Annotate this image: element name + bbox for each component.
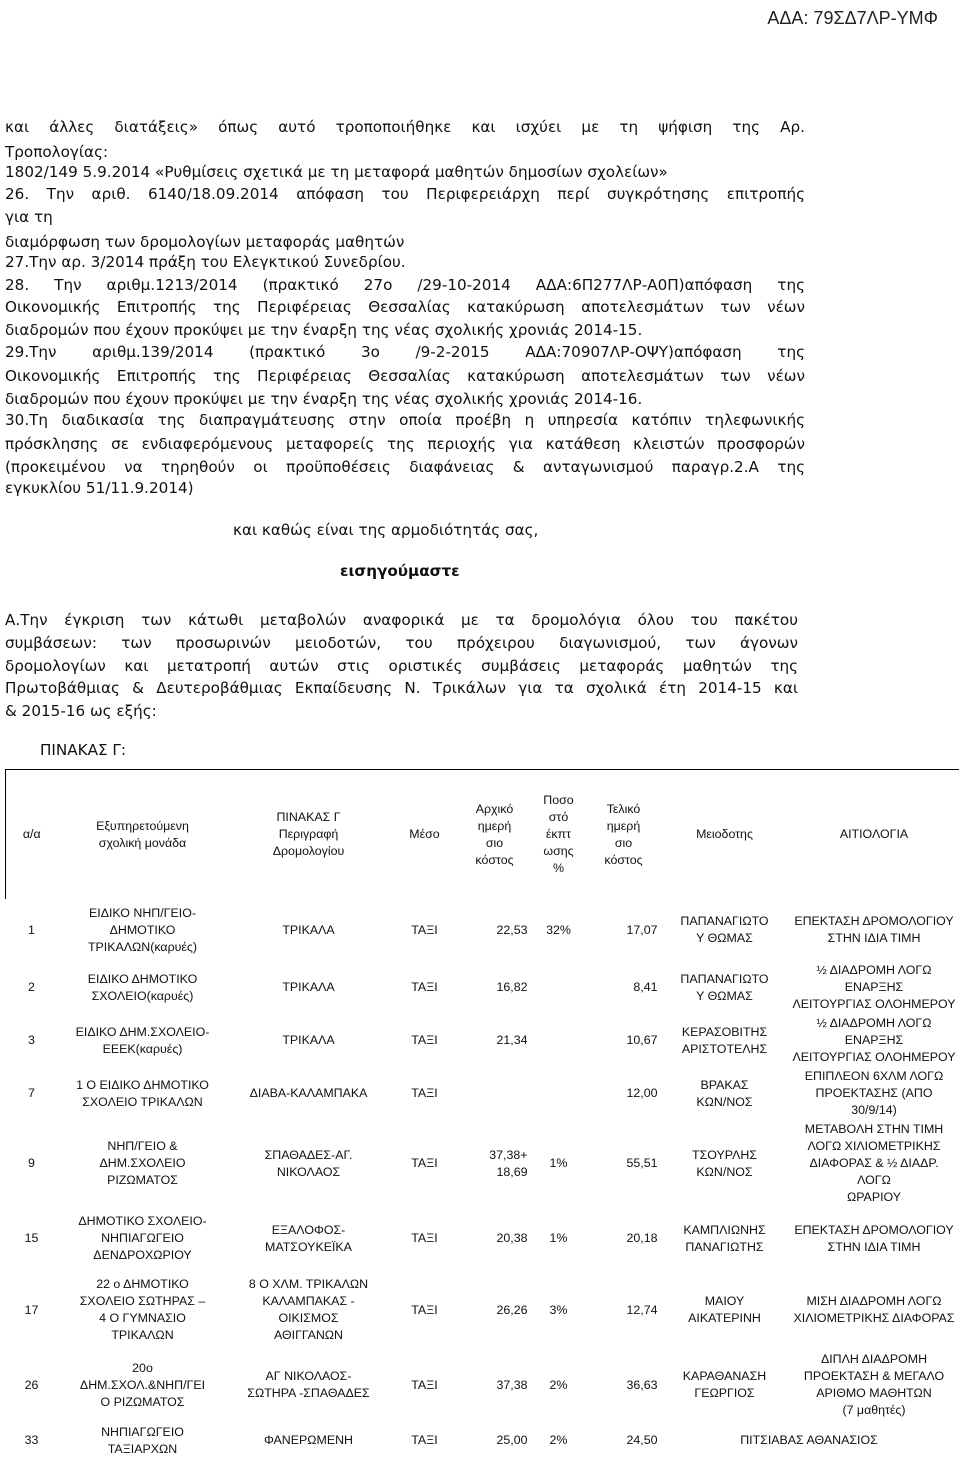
cell-discount: 32%	[546, 922, 571, 937]
table-row	[6, 1120, 959, 1207]
cell-discount: 3%	[549, 1302, 568, 1317]
cell-final-cost: 8,41	[633, 980, 658, 994]
cell-final-cost: 12,74	[626, 1302, 658, 1317]
cell-initial-cost: 22,53	[496, 922, 528, 937]
paragraph-line: για τη	[5, 208, 53, 226]
cell-discount: 2%	[549, 1377, 568, 1392]
paragraph-line: 29.Την αριθμ.139/2014 (πρακτικό 3ο /9-2-2015 ΑΔΑ:70907ΛΡ-ΟΨΥ)απόφαση της	[5, 343, 805, 361]
cell-discount: 1%	[549, 1156, 568, 1170]
paragraph-line: εγκυκλίου 51/11.9.2014)	[5, 479, 194, 497]
cell-initial-cost: 21,34	[496, 1033, 528, 1047]
cell-route: ΔΙΑΒΑ-ΚΑΛΑΜΠΑΚΑ	[249, 1086, 368, 1100]
table-row	[6, 1207, 959, 1270]
cell-bidder: ΠΑΠΑΝΑΓΙΩΤΟ Υ ΘΩΜΑΣ	[680, 971, 769, 1003]
header-initial-cost: Αρχικό ημερή σιο κόστος	[460, 770, 530, 900]
paragraph-line: και άλλες διατάξεις» όπως αυτό τροποποιήθηκε και ισχύει με τη ψήφιση της Αρ.	[5, 118, 805, 136]
table-header-row	[6, 770, 959, 900]
cell-bidder: ΚΑΡΑΘΑΝΑΣΗ ΓΕΩΡΓΙΟΣ	[682, 1369, 767, 1400]
competence-phrase: και καθώς είναι της αρμοδιότητάς σας,	[233, 521, 539, 539]
table-row	[6, 899, 959, 961]
table-row	[6, 1350, 959, 1420]
paragraph-line: 28. Την αριθμ.1213/2014 (πρακτικό 27ο /29-10-2014 ΑΔΑ:6Π277ΛΡ-Α0Π)απόφαση της	[5, 276, 805, 294]
paragraph-line: διαδρομών που έχουν προκύψει με την έναρξη της νέας σχολικής χρονιάς 2014-15.	[5, 321, 643, 339]
paragraph-line: Τροπολογίας:	[5, 143, 109, 161]
header-bidder: Μειοδοτης	[660, 770, 790, 900]
paragraph-line: 1802/149 5.9.2014 «Ρυθμίσεις σχετικά με τη μεταφορά μαθητών δημοσίων σχολείων»	[5, 163, 668, 181]
cell-reason: ½ ΔΙΑΔΡΟΜΗ ΛΟΓΩ ΕΝΑΡΞΗΣ ΛΕΙΤΟΥΡΓΙΑΣ ΟΛΟΗΜΕΡΟΥ	[792, 963, 956, 1011]
cell-route: ΤΡΙΚΑΛΑ	[282, 1033, 335, 1047]
paragraph-line: 30.Τη διαδικασία της διαπραγμάτευσης στην οποία προέβη η υπηρεσία κατόπιν τηλεφωνικής	[5, 411, 805, 429]
approval-line: Α.Την έγκριση των κάτωθι μεταβολών αναφορικά με τα δρομολόγια όλου του πακέτου	[5, 611, 798, 629]
cell-aa: 3	[28, 1033, 35, 1047]
cell-reason: ΜΕΤΑΒΟΛΗ ΣΤΗΝ ΤΙΜΗ ΛΟΓΩ ΧΙΛΙΟΜΕΤΡΙΚΗΣ ΔΙΑΦΟΡΑΣ & ½ ΔΙΑΔΡ. ΛΟΓΩ ΩΡΑΡΙΟΥ	[804, 1122, 944, 1204]
header-reason: ΑΙΤΙΟΛΟΓΙΑ	[790, 770, 959, 900]
table-row	[6, 1270, 959, 1350]
cell-reason: ΜΙΣΗ ΔΙΑΔΡΟΜΗ ΛΟΓΩ ΧΙΛΙΟΜΕΤΡΙΚΗΣ ΔΙΑΦΟΡΑΣ	[793, 1294, 955, 1325]
paragraph-line: (προκειμένου να τηρηθούν οι προϋποθέσεις διαφάνειας & ανταγωνισμού παραγρ.2.Α της	[5, 458, 805, 476]
cell-initial-cost: 25,00	[496, 1433, 528, 1447]
paragraph-line: 27.Την αρ. 3/2014 πράξη του Ελεγκτικού Συνεδρίου.	[5, 253, 406, 271]
approval-line: δρομολογίων και μετατροπή αυτών στις οριστικές συμβάσεις μεταφοράς μαθητών της	[5, 657, 798, 675]
cell-route: ΦΑΝΕΡΩΜΕΝΗ	[263, 1433, 353, 1447]
routes-table	[5, 769, 959, 1461]
cell-final-cost: 20,18	[626, 1231, 658, 1245]
cell-aa: 7	[28, 1086, 35, 1100]
cell-school: ΕΙΔΙΚΟ ΝΗΠ/ΓΕΙΟ- ΔΗΜΟΤΙΚΟ ΤΡΙΚΑΛΩΝ(καρυές)	[87, 905, 198, 954]
cell-initial-cost: 26,26	[496, 1302, 528, 1317]
cell-bidder: ΚΑΜΠΛΙΩΝΗΣ ΠΑΝΑΓΙΩΤΗΣ	[683, 1222, 766, 1254]
cell-initial-cost: 37,38+ 18,69	[489, 1147, 528, 1179]
table-row	[6, 1067, 959, 1120]
cell-discount	[530, 1014, 588, 1067]
approval-line: & 2015-16 ως εξής:	[5, 702, 157, 720]
cell-school: ΕΙΔΙΚΟ ΔΗΜΟΤΙΚΟ ΣΧΟΛΕΙΟ(καρυές)	[87, 971, 198, 1003]
ada-code: ΑΔΑ: 79ΣΔ7ΛΡ-ΥΜΦ	[767, 8, 938, 28]
cell-bidder: ΚΕΡΑΣΟΒΙΤΗΣ ΑΡΙΣΤΟΤΕΛΗΣ	[681, 1024, 768, 1056]
paragraph-line: διαδρομών που έχουν προκύψει με την έναρξη της νέας σχολικής χρονιάς 2014-16.	[5, 390, 643, 408]
cell-aa: 26	[24, 1377, 39, 1392]
header-aa: α/α	[6, 770, 58, 900]
table-row	[6, 1014, 959, 1067]
cell-bidder: ΠΙΤΣΙΑΒΑΣ ΑΘΑΝΑΣΙΟΣ	[740, 1433, 878, 1447]
cell-discount	[530, 961, 588, 1014]
paragraph-line: Οικονομικής Επιτροπής της Περιφέρειας Θεσσαλίας κατακύρωση αποτελεσμάτων των νέων	[5, 367, 805, 385]
paragraph-line: Οικονομικής Επιτροπής της Περιφέρειας Θεσσαλίας κατακύρωση αποτελεσμάτων των νέων	[5, 298, 805, 316]
cell-vehicle: ΤΑΞΙ	[411, 922, 438, 937]
cell-initial-cost: 20,38	[496, 1231, 528, 1245]
cell-vehicle: ΤΑΞΙ	[411, 1086, 438, 1100]
cell-discount	[530, 1067, 588, 1120]
table-title: ΠΙΝΑΚΑΣ Γ:	[40, 741, 127, 759]
cell-reason: ΕΠΕΚΤΑΣΗ ΔΡΟΜΟΛΟΓΙΟΥ ΣΤΗΝ ΙΔΙΑ ΤΙΜΗ	[794, 1222, 954, 1254]
table-row	[6, 961, 959, 1014]
cell-reason: ΔΙΠΛΗ ΔΙΑΔΡΟΜΗ ΠΡΟΕΚΤΑΣΗ & ΜΕΓΑΛΟ ΑΡΙΘΜΟ ΜΑΘΗΤΩΝ (7 μαθητές)	[803, 1352, 945, 1417]
header-school: Εξυπηρετούμενη σχολική μονάδα	[58, 770, 228, 900]
cell-vehicle: ΤΑΞΙ	[411, 1433, 438, 1447]
header-vehicle: Μέσο	[390, 770, 460, 900]
cell-school: ΔΗΜΟΤΙΚΟ ΣΧΟΛΕΙΟ- ΝΗΠΙΑΓΩΓΕΙΟ ΔΕΝΔΡΟΧΩΡΙΟΥ	[78, 1214, 207, 1262]
cell-bidder: ΤΣΟΥΡΛΗΣ ΚΩΝ/ΝΟΣ	[692, 1147, 757, 1179]
cell-final-cost: 10,67	[626, 1033, 658, 1047]
cell-route: ΤΡΙΚΑΛΑ	[282, 980, 335, 994]
cell-vehicle: ΤΑΞΙ	[411, 980, 438, 994]
paragraph-line: 26. Την αριθ. 6140/18.09.2014 απόφαση του Περιφερειάρχη περί συγκρότησης επιτροπής	[5, 185, 805, 203]
cell-vehicle: ΤΑΞΙ	[411, 1156, 438, 1170]
cell-aa: 2	[28, 980, 35, 994]
cell-final-cost: 55,51	[626, 1156, 658, 1170]
cell-vehicle: ΤΑΞΙ	[411, 1033, 438, 1047]
cell-aa: 1	[28, 922, 35, 937]
cell-reason: ½ ΔΙΑΔΡΟΜΗ ΛΟΓΩ ΕΝΑΡΞΗΣ ΛΕΙΤΟΥΡΓΙΑΣ ΟΛΟΗΜΕΡΟΥ	[792, 1016, 956, 1064]
cell-final-cost: 36,63	[626, 1377, 658, 1392]
cell-aa: 15	[24, 1231, 39, 1245]
cell-route: ΤΡΙΚΑΛΑ	[282, 922, 335, 937]
cell-initial-cost: 37,38	[496, 1377, 528, 1392]
approval-line: Πρωτοβάθμιας & Δευτεροβάθμιας Εκπαίδευσης Ν. Τρικάλων για τα σχολικά έτη 2014-15 και	[5, 679, 798, 697]
paragraph-line: διαμόρφωση των δρομολογίων μεταφοράς μαθητών	[5, 233, 405, 251]
cell-vehicle: ΤΑΞΙ	[411, 1302, 438, 1317]
cell-school: ΝΗΠΙΑΓΩΓΕΙΟ ΤΑΞΙΑΡΧΩΝ	[101, 1424, 184, 1456]
cell-route: ΕΞΑΛΟΦΟΣ- ΜΑΤΣΟΥΚΕΪΚΑ	[265, 1222, 352, 1254]
header-route: ΠΙΝΑΚΑΣ Γ Περιγραφή Δρομολογίου	[228, 770, 390, 900]
header-final-cost: Τελικό ημερή σιο κόστος	[588, 770, 660, 900]
cell-school: ΝΗΠ/ΓΕΙΟ & ΔΗΜ.ΣΧΟΛΕΙΟ ΡΙΖΩΜΑΤΟΣ	[99, 1139, 186, 1187]
cell-school: 1 Ο ΕΙΔΙΚΟ ΔΗΜΟΤΙΚΟ ΣΧΟΛΕΙΟ ΤΡΙΚΑΛΩΝ	[76, 1077, 209, 1109]
approval-line: συμβάσεων: των προσωρινών μειοδοτών, του πρόχειρου διαγωνισμού, των άγονων	[5, 634, 798, 652]
cell-final-cost: 17,07	[626, 922, 658, 937]
cell-reason: ΕΠΙΠΛΕΟΝ 6ΧΛΜ ΛΟΓΩ ΠΡΟΕΚΤΑΣΗΣ (ΑΠΟ 30/9/14)	[804, 1069, 944, 1117]
cell-aa: 17	[24, 1302, 39, 1317]
cell-bidder: ΜΑΙΟΥ ΑΙΚΑΤΕΡΙΝΗ	[688, 1294, 761, 1325]
cell-route: 8 Ο ΧΛΜ. ΤΡΙΚΑΛΩΝ ΚΑΛΑΜΠΑΚΑΣ - ΟΙΚΙΣΜΟΣ ΑΘΙΓΓΑΝΩΝ	[248, 1277, 369, 1342]
cell-bidder: ΒΡΑΚΑΣ ΚΩΝ/ΝΟΣ	[696, 1077, 753, 1109]
cell-discount: 1%	[549, 1231, 568, 1245]
proposal-heading: εισηγούμαστε	[340, 562, 460, 580]
cell-reason: ΕΠΕΚΤΑΣΗ ΔΡΟΜΟΛΟΓΙΟΥ ΣΤΗΝ ΙΔΙΑ ΤΙΜΗ	[794, 914, 954, 945]
cell-school: ΕΙΔΙΚΟ ΔΗΜ.ΣΧΟΛΕΙΟ- ΕΕΕΚ(καρυές)	[75, 1024, 210, 1056]
cell-bidder: ΠΑΠΑΝΑΓΙΩΤΟ Υ ΘΩΜΑΣ	[680, 914, 769, 945]
cell-school: 20ο ΔΗΜ.ΣΧΟΛ.&ΝΗΠ/ΓΕΙ Ο ΡΙΖΩΜΑΤΟΣ	[79, 1360, 206, 1409]
cell-initial-cost: 16,82	[496, 980, 528, 994]
cell-final-cost: 24,50	[626, 1433, 658, 1447]
cell-initial-cost	[460, 1067, 530, 1120]
header-discount: Ποσο στό έκπτ ωσης %	[530, 770, 588, 900]
cell-aa: 33	[24, 1433, 39, 1447]
paragraph-line: πρόσκλησης σε ενδιαφερόμενους μεταφορείς της περιοχής για κατάθεση κλειστών προσφορών	[5, 435, 805, 453]
cell-route: ΑΓ ΝΙΚΟΛΑΟΣ- ΣΩΤΗΡΑ -ΣΠΑΘΑΔΕΣ	[247, 1369, 370, 1400]
cell-vehicle: ΤΑΞΙ	[411, 1231, 438, 1245]
cell-vehicle: ΤΑΞΙ	[411, 1377, 438, 1392]
cell-final-cost: 12,00	[626, 1086, 658, 1100]
cell-discount: 2%	[549, 1433, 568, 1447]
cell-school: 22 ο ΔΗΜΟΤΙΚΟ ΣΧΟΛΕΙΟ ΣΩΤΗΡΑΣ – 4 Ο ΓΥΜΝΑΣΙΟ ΤΡΙΚΑΛΩΝ	[79, 1277, 206, 1342]
cell-route: ΣΠΑΘΑΔΕΣ-ΑΓ. ΝΙΚΟΛΑΟΣ	[264, 1147, 353, 1179]
table-row	[6, 1420, 959, 1461]
cell-aa: 9	[28, 1156, 35, 1170]
